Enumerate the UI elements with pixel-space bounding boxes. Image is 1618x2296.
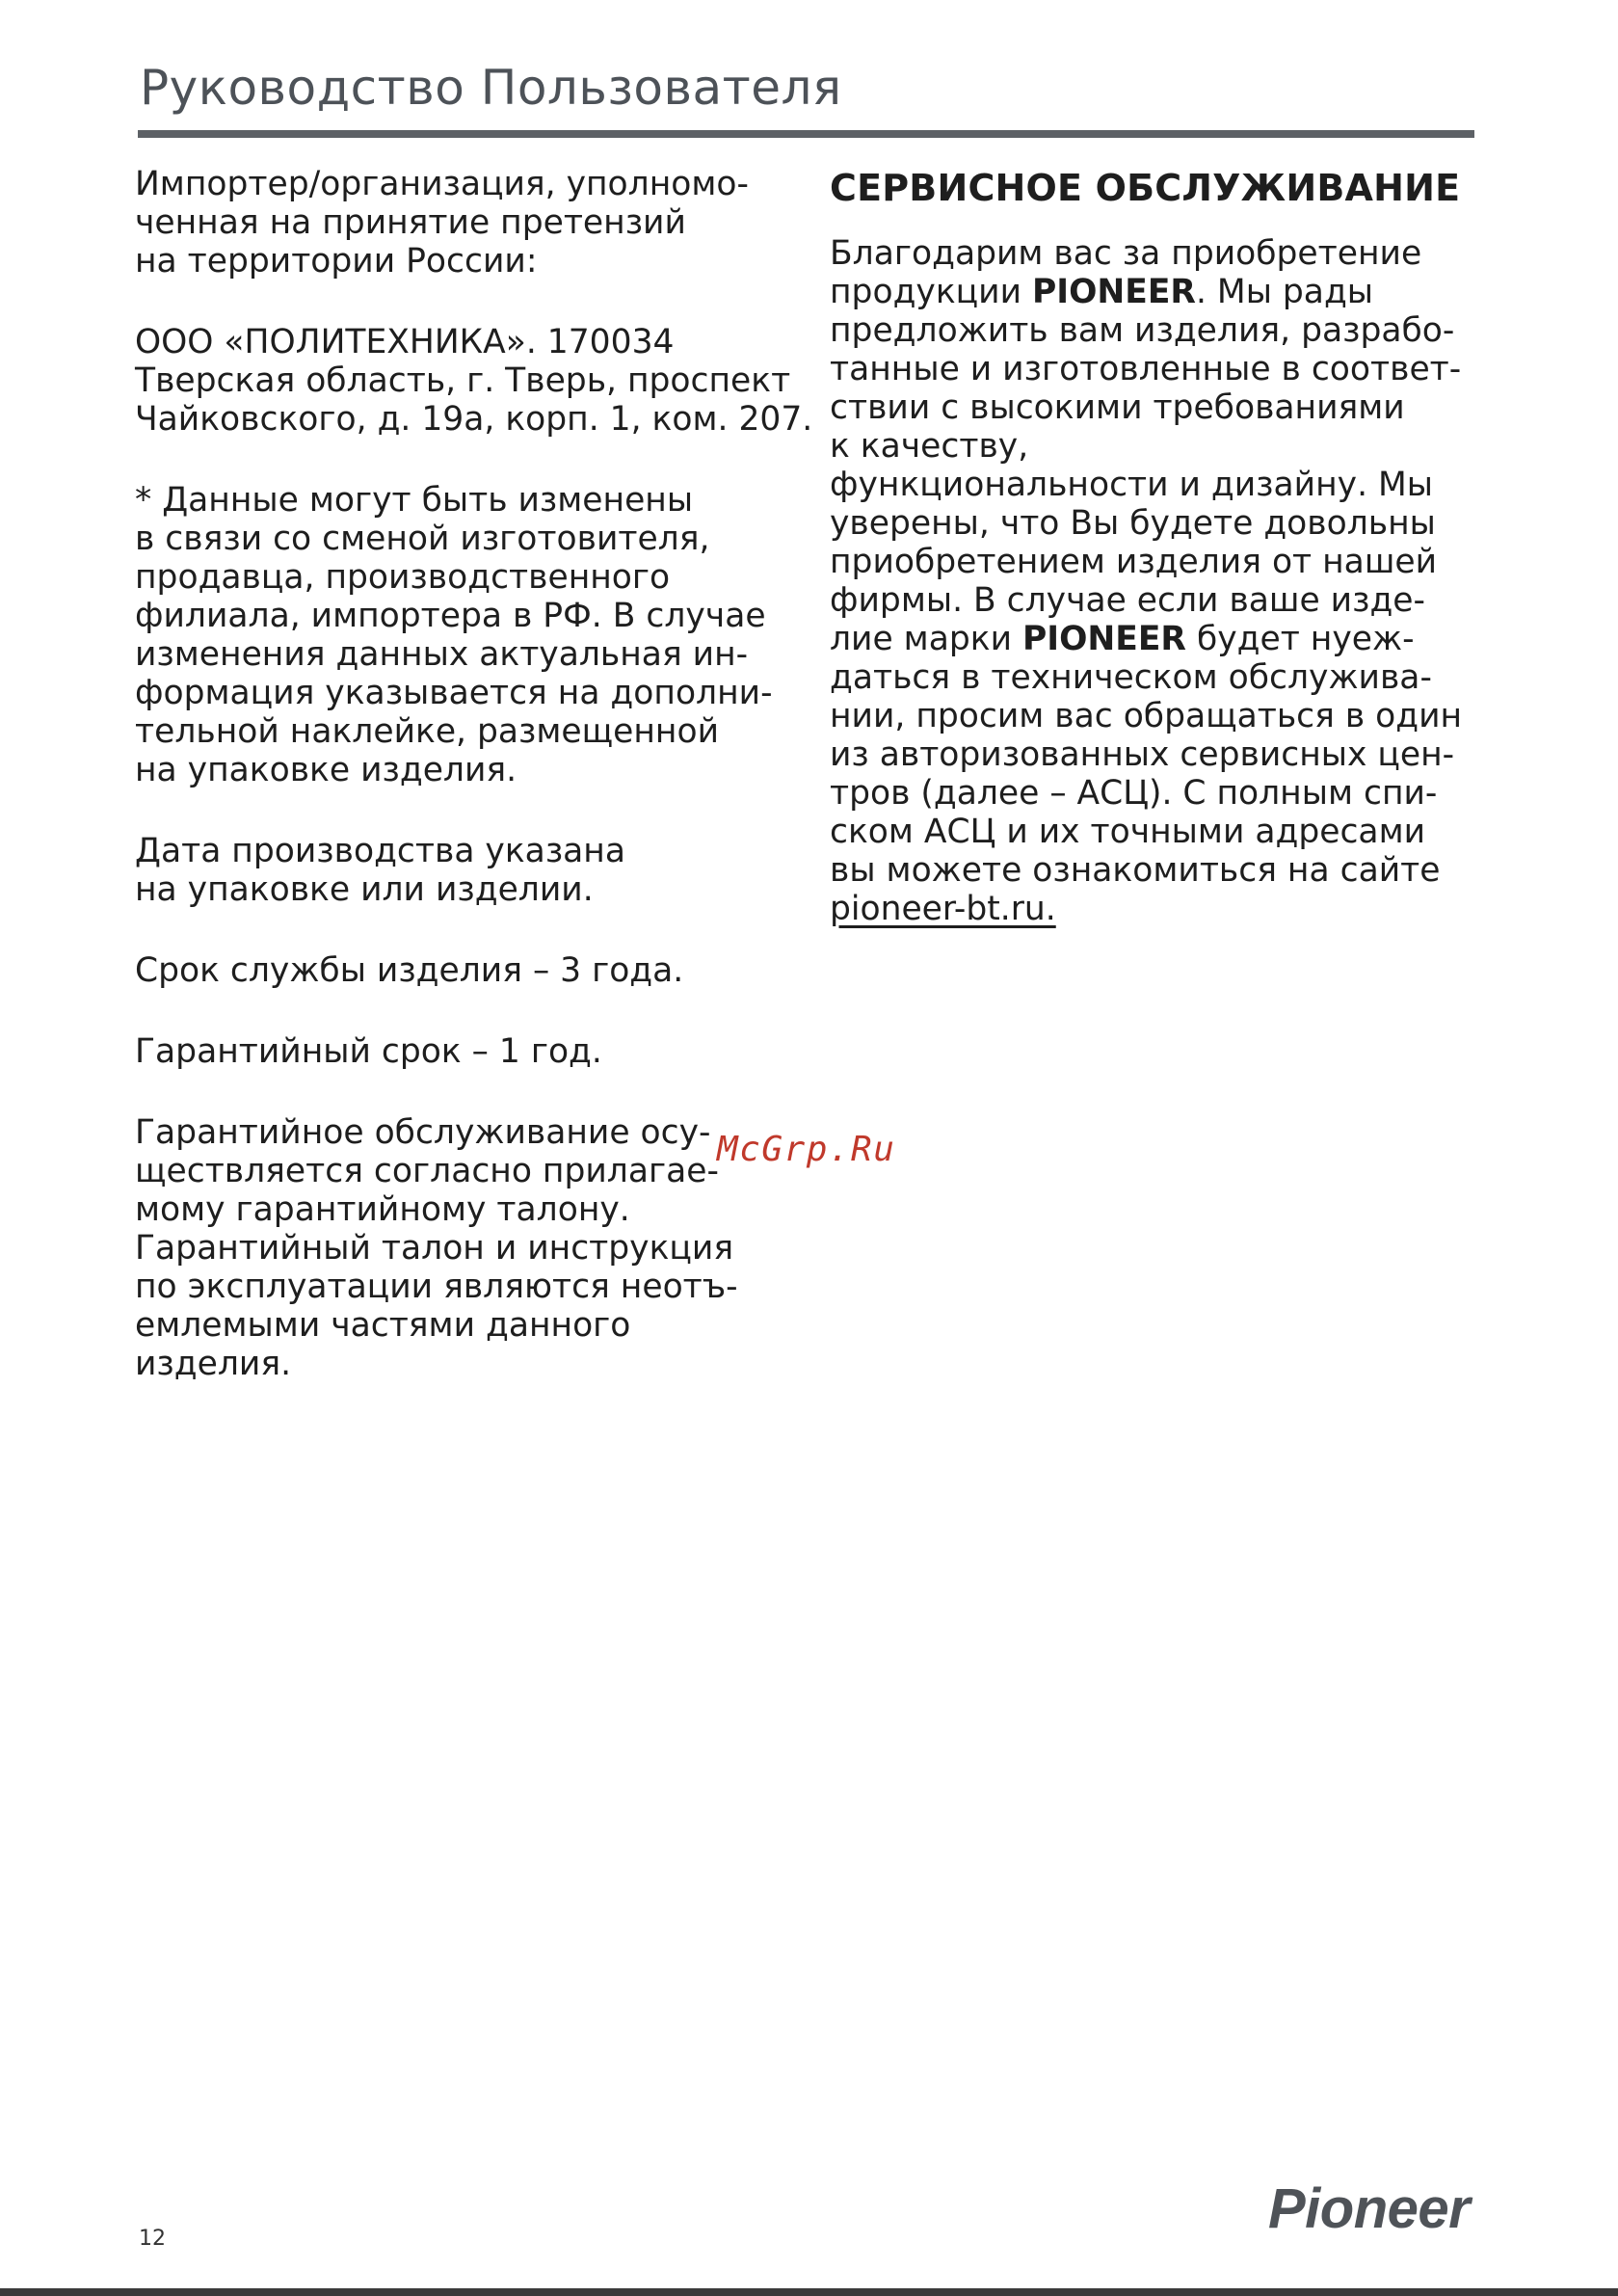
text-line: ченная на принятие претензий — [135, 203, 686, 242]
text-line: Чайковского, д. 19а, корп. 1, ком. 207. — [135, 400, 813, 439]
text-line: мому гарантийному талону. — [135, 1190, 630, 1229]
text-line: филиала, импортера в РФ. В случае — [135, 597, 766, 635]
text-line: фирмы. В случае если ваше изде- — [830, 581, 1425, 620]
text-line: уверены, что Вы будете довольны — [830, 504, 1436, 543]
text-line: ском АСЦ и их точными адресами — [830, 813, 1426, 851]
text-line: изменения данных актуальная ин- — [135, 635, 749, 674]
text-line: нии, просим вас обращаться в один — [830, 697, 1463, 735]
text-line: на территории России: — [135, 242, 538, 280]
website-link[interactable]: pioneer-bt.ru. — [830, 890, 1056, 928]
text-line: * Данные могут быть изменены — [135, 481, 694, 520]
text-line: Дата производства указана — [135, 832, 626, 870]
text-line: ствии с высокими требованиями — [830, 388, 1405, 427]
right-column — [830, 165, 1495, 971]
text-line: приобретением изделия от нашей — [830, 543, 1438, 581]
brand-name: PIONEER — [1031, 273, 1196, 311]
text-line: изделия. — [135, 1345, 292, 1383]
text-line: Гарантийное обслуживание осу- — [135, 1113, 711, 1152]
text-line: Благодарим вас за приобретение — [830, 234, 1422, 273]
text-line: вы можете ознакомиться на сайте — [830, 851, 1441, 890]
text-line: функциональности и дизайну. Мы — [830, 466, 1434, 504]
text-line: ществляется согласно прилагае- — [135, 1152, 719, 1190]
text-line: предложить вам изделия, разрабо- — [830, 311, 1455, 350]
pioneer-logo: Pioneer — [1268, 2177, 1471, 2240]
text-line: формация указывается на дополни- — [135, 674, 773, 712]
text-line: даться в техническом обслужива- — [830, 658, 1432, 697]
info-paragraph — [135, 1113, 809, 1383]
bottom-divider — [0, 2288, 1618, 2296]
text-line: Тверская область, г. Тверь, проспект — [135, 361, 791, 400]
text-line: продукции PIONEER. Мы рады — [830, 273, 1374, 311]
page-number: 12 — [139, 2227, 166, 2251]
text-line: ООО «ПОЛИТЕХНИКА». 170034 — [135, 323, 675, 361]
info-paragraph — [135, 951, 809, 990]
info-paragraph — [135, 323, 813, 439]
brand-name: PIONEER — [1021, 620, 1186, 658]
text-line: из авторизованных сервисных цен- — [830, 735, 1455, 774]
service-heading: СЕРВИСНОЕ ОБСЛУЖИВАНИЕ — [830, 167, 1461, 209]
watermark-text: McGrp.Ru — [717, 1130, 896, 1169]
service-paragraph — [830, 234, 1495, 928]
text-line: по эксплуатации являются неотъ- — [135, 1268, 738, 1306]
text-line: емлемыми частями данного — [135, 1306, 631, 1345]
text-line: лие марки PIONEER будет нуеж- — [830, 620, 1415, 658]
info-paragraph — [135, 1032, 809, 1071]
page-title: Руководство Пользователя — [140, 60, 842, 116]
text-line: тельной наклейке, размещенной — [135, 712, 719, 751]
info-paragraph — [135, 165, 809, 280]
text-line: тров (далее – АСЦ). С полным спи- — [830, 774, 1438, 813]
title-divider — [138, 130, 1474, 138]
text-line: в связи со сменой изготовителя, — [135, 520, 710, 558]
left-column — [135, 165, 813, 1426]
text-line: Импортер/организация, уполномо- — [135, 165, 749, 203]
text-line: Срок службы изделия – 3 года. — [135, 951, 684, 990]
text-line: к качеству, — [830, 427, 1029, 466]
text-line: продавца, производственного — [135, 558, 671, 597]
text-line: на упаковке или изделии. — [135, 870, 594, 909]
text-line: на упаковке изделия. — [135, 751, 517, 789]
text-line: танные и изготовленные в соответ- — [830, 350, 1462, 388]
info-paragraph — [135, 481, 809, 789]
info-paragraph — [135, 832, 809, 909]
text-line: Гарантийный срок – 1 год. — [135, 1032, 602, 1071]
text-line: Гарантийный талон и инструкция — [135, 1229, 734, 1268]
